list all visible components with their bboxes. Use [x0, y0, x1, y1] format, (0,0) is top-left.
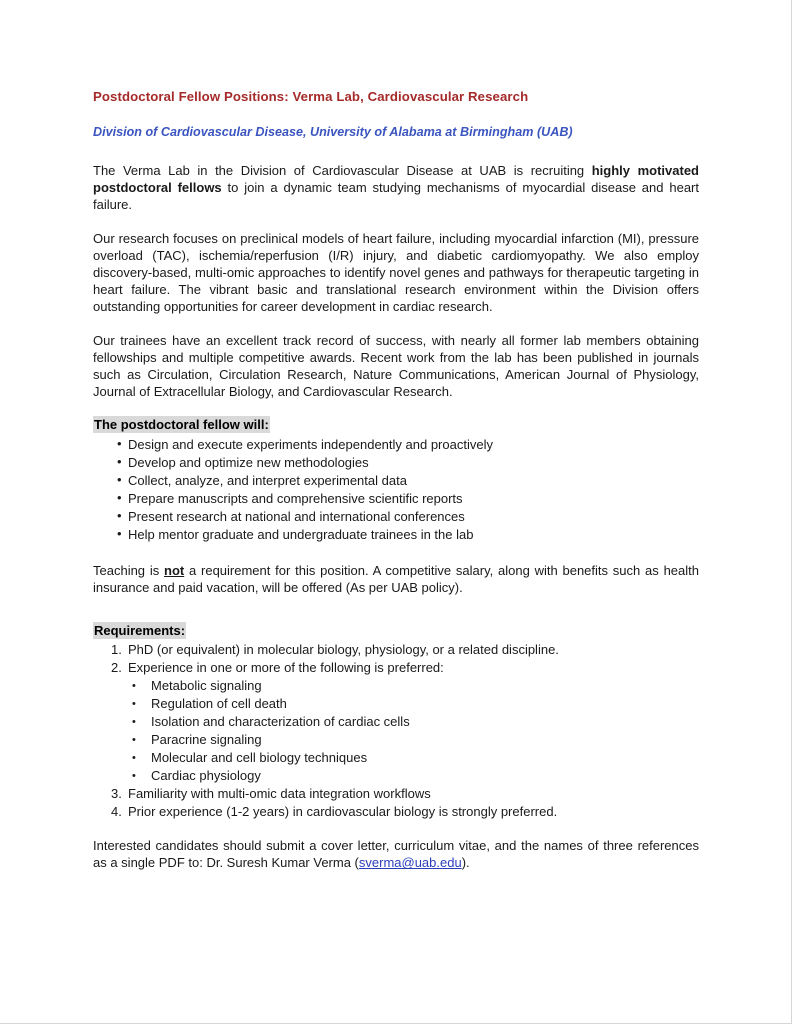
teaching-text-part2: a requirement for this position. A competitive salary, along with benefits such as health insurance and paid vacation, will be offered (As per UAB policy). — [93, 562, 699, 595]
spacer — [93, 821, 699, 837]
list-item: • Design and execute experiments independently and proactively — [93, 436, 699, 454]
list-item: Prior experience (1-2 years) in cardiovascular biology is strongly preferred. — [128, 804, 558, 820]
document-content — [93, 88, 699, 872]
page-subtitle: Division of Cardiovascular Disease, University of Alabama at Birmingham (UAB) — [93, 125, 573, 139]
list-item: Familiarity with multi-omic data integration workflows — [128, 786, 431, 802]
requirements-heading-text: Requirements: — [94, 623, 186, 639]
contact-email-link[interactable]: sverma@uab.edu — [358, 855, 462, 871]
paragraph-research: Our research focuses on preclinical models of heart failure, including myocardial infarction (MI), pressure overload (TAC), ischemia/reperfusion (I/R) injury, and diabetic cardiomyopathy. We also employ discovery-based, multi-omic approaches to identify novel genes and pathways for therapeutic targeting in heart failure. The vibrant basic and translational research environment within the Division offers outstanding opportunities for career development in cardiac research. — [93, 230, 699, 315]
list-item: • Collect, analyze, and interpret experimental data — [93, 472, 699, 490]
spacer — [93, 612, 699, 622]
paragraph-closing — [93, 837, 699, 871]
intro-text-part2: to join a dynamic team studying mechanisms of myocardial disease and heart failure. — [93, 180, 699, 213]
responsibilities-heading-text: The postdoctoral fellow will: — [94, 417, 269, 433]
list-item: • Develop and optimize new methodologies — [93, 454, 699, 472]
list-item: • Present research at national and international conferences — [93, 508, 699, 526]
list-item: • Molecular and cell biology techniques — [93, 749, 699, 767]
teaching-emphasis: not — [164, 562, 185, 578]
list-item: • Metabolic signaling — [93, 677, 699, 695]
list-item: PhD (or equivalent) in molecular biology, physiology, or a related discipline. — [128, 642, 559, 658]
teaching-text-part1: Teaching is — [93, 562, 164, 578]
closing-text-part2: ). — [461, 855, 470, 871]
paragraph-teaching — [93, 562, 699, 596]
list-item: • Cardiac physiology — [93, 767, 699, 785]
intro-text-part1: The Verma Lab in the Division of Cardiovascular Disease at UAB is recruiting — [93, 163, 592, 178]
requirements-heading — [93, 622, 699, 639]
list-item: • Regulation of cell death — [93, 695, 699, 713]
list-item: • Help mentor graduate and undergraduate trainees in the lab — [93, 526, 699, 544]
responsibilities-heading — [93, 416, 699, 433]
paragraph-intro — [93, 162, 699, 214]
spacer — [93, 544, 699, 562]
requirements-list — [93, 641, 699, 821]
intro-emphasis: highly motivated postdoctoral fellows — [93, 163, 699, 196]
responsibilities-list — [93, 436, 699, 544]
list-item: • Prepare manuscripts and comprehensive scientific reports — [93, 490, 699, 508]
list-item: • Paracrine signaling — [93, 731, 699, 749]
requirements-sublist — [93, 677, 699, 785]
list-item: Experience in one or more of the following is preferred: — [128, 660, 444, 676]
closing-text-part1: Interested candidates should submit a cover letter, curriculum vitae, and the names of three references as a single PDF to: Dr. Suresh Kumar Verma ( — [93, 838, 699, 871]
paragraph-trainees: Our trainees have an excellent track record of success, with nearly all former lab members obtaining fellowships and multiple competitive awards. Recent work from the lab has been published in journals such as Circulation, Circulation Research, Nature Communications, American Journal of Physiology, Journal of Extracellular Biology, and Cardiovascular Research. — [93, 332, 699, 400]
list-item: • Isolation and characterization of cardiac cells — [93, 713, 699, 731]
page-title: Postdoctoral Fellow Positions: Verma Lab, Cardiovascular Research — [93, 89, 529, 104]
